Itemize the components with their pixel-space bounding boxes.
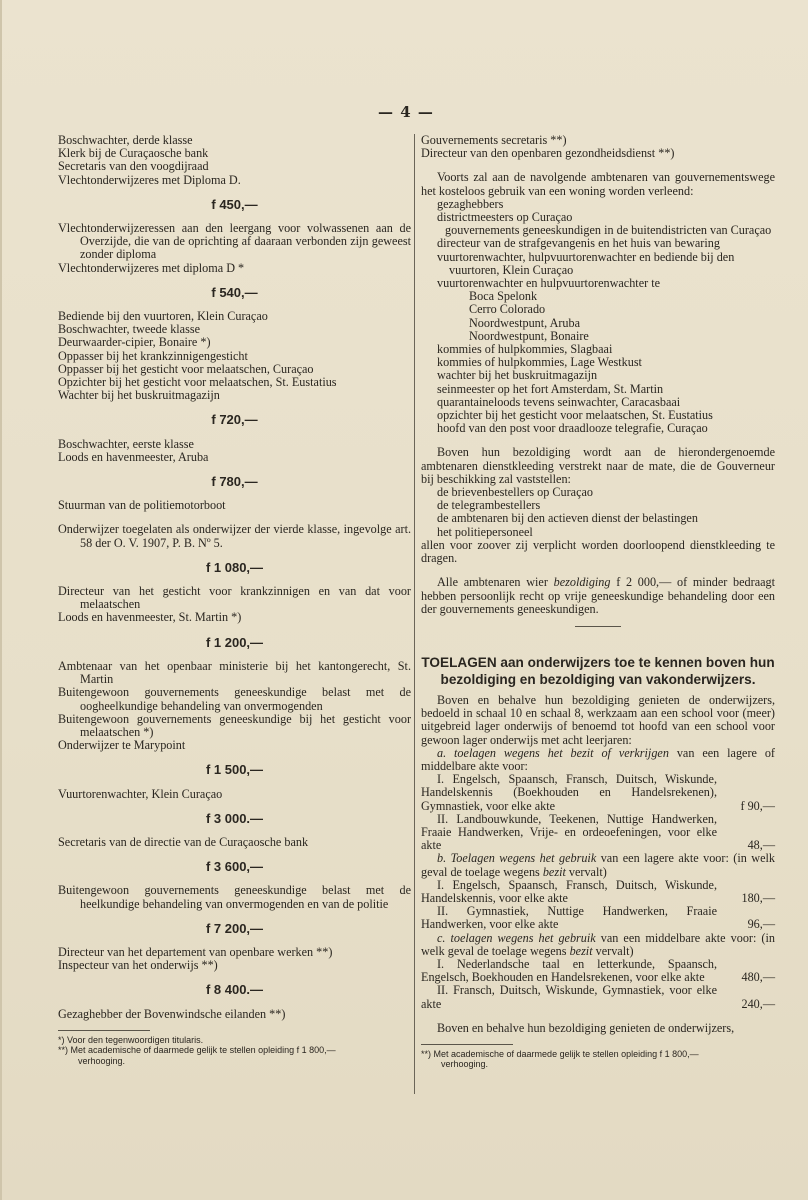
footnote: verhooging. (441, 1059, 489, 1070)
list-item: Onderwijzer toegelaten als onderwijzer der vierde klasse, ingevolge art. 58 der O. V. 1907, P. B. Nº 5. (58, 522, 411, 550)
footnote: **) Met academische of daarmede gelijk te stellen opleiding f 1 800,— (421, 1048, 699, 1059)
right-column (421, 134, 775, 1070)
salary-heading: f 540,— (211, 284, 258, 300)
list-item: districtmeesters op Curaçao (437, 210, 573, 225)
list-item: Gouvernements secretaris **) (421, 133, 567, 147)
footnote: verhooging. (78, 1055, 126, 1066)
list-item: de telegrambestellers (437, 498, 541, 513)
list-item: Directeur van den openbaren gezondheidsdienst **) (421, 146, 675, 161)
column-divider (414, 134, 415, 1094)
paragraph: c. toelagen wegens het gebruik van een middelbare akte voor: (in welk geval de toelage wegens bezit vervalt) (421, 930, 775, 958)
salary-heading: f 1 080,— (205, 559, 264, 575)
paragraph: Alle ambtenaren wier bezoldiging f 2 000,— of minder bedraagt hebben persoonlijk recht op vrije geneeskundige behandeling door een der gouvernements geneeskundigen. (421, 575, 776, 616)
allowance-row: I. Engelsch, Spaansch, Fransch, Duitsch, Wiskunde, Handelskennis (Boekhouden en Handelsrekenen), Gymnastiek, voor elke akte f 90,— (421, 772, 775, 813)
allowance-row: II. Landbouwkunde, Teekenen, Nuttige Handwerken, Fraaie Handwerken, Vrije- en ordeoefeningen, voor elke akte 48,— (421, 811, 775, 853)
list-item: Vuurtorenwachter, Klein Curaçao (58, 786, 223, 801)
page-number: — 4 — (378, 103, 434, 121)
list-item: kommies of hulpkommies, Lage Westkust (437, 355, 642, 370)
footnotes (421, 1049, 775, 1070)
list-item: de ambtenaren bij den actieven dienst der belastingen (437, 511, 698, 526)
footnote: *) Voor den tegenwoordigen titularis. (58, 1034, 204, 1045)
list-item: gouvernements geneeskundigen in de buitendistricten van Curaçao (445, 223, 772, 238)
list-item: Deurwaarder-cipier, Bonaire *) (58, 335, 211, 350)
list-item: Noordwestpunt, Bonaire (469, 328, 589, 343)
list-item: Cerro Colorado (469, 302, 546, 317)
section-divider (575, 626, 621, 627)
footnotes (58, 1035, 411, 1066)
paragraph: Boven en behalve hun bezoldiging genieten de onderwijzers, (437, 1020, 735, 1035)
list-item: Directeur van het departement van openbare werken **) (58, 944, 333, 959)
paragraph: b. Toelagen wegens het gebruik van een lagere akte voor: (in welk geval de toelage wegens bezit vervalt) (421, 851, 775, 879)
list-item: Buitengewoon gouvernements geneeskundige belast met de heelkundige behandeling van onvermogenden en van de politie (58, 883, 411, 911)
salary-heading: f 3 600,— (205, 859, 264, 875)
paragraph: Boven en behalve hun bezoldiging genieten de onderwijzers, bedoeld in schaal 10 en schaal 8, werkzaam aan een school voor (meer) uitgebreid lager onderwijs of benoemd tot hoofd van een school voor gewoon lager onderwijs met acht leerjaren: (421, 692, 775, 747)
list-item: Klerk bij de Curaçaosche bank (58, 146, 209, 161)
list-item: Vlechtonderwijzeressen aan den leergang voor volwassenen aan de Overzijde, die van de oprichting af daaraan verbonden zijn geweest zonder diploma (58, 221, 411, 262)
allowance-row: II. Gymnastiek, Nuttige Handwerken, Fraaie Handwerken, voor elke akte 96,— (421, 904, 775, 932)
list-item: Opzichter bij het gesticht voor melaatschen, St. Eustatius (58, 375, 337, 390)
allowance-amount: 48,— (747, 838, 775, 853)
paragraph: Boven hun bezoldiging wordt aan de hierondergenoemde ambtenaren dienstkleeding verstrekt naar de mate, die de Gouverneur bij beschikking zal vaststellen: (421, 445, 775, 486)
list-item: Loods en havenmeester, St. Martin *) (58, 610, 242, 625)
list-item: Stuurman van de politiemotorboot (58, 498, 226, 513)
list-item: opzichter bij het gesticht voor melaatschen, St. Eustatius (437, 408, 713, 423)
list-item: Secretaris van den voogdijraad (58, 159, 209, 174)
list-item: quarantaineloods tevens seinwachter, Caracasbaai (437, 394, 681, 409)
list-item: Onderwijzer te Marypoint (58, 738, 186, 753)
footnote-rule (58, 1030, 150, 1031)
section-heading: TOELAGEN aan onderwijzers toe te kennen boven hun bezoldiging en bezoldiging van vakonderwijzers. (421, 654, 775, 687)
list-item: kommies of hulpkommies, Slagbaai (437, 342, 613, 357)
list-item: Buitengewoon gouvernements geneeskundige bij het gesticht voor melaatschen *) (58, 711, 411, 739)
allowance-row: I. Nederlandsche taal en letterkunde, Spaansch, Engelsch, Boekhouden en Handelsrekenen, voor elke akte 480,— (421, 956, 775, 985)
list-item: Buitengewoon gouvernements geneeskundige belast met de oogheelkundige behandeling van onvermogenden (58, 685, 411, 713)
salary-heading: f 1 500,— (205, 762, 264, 778)
list-item: het politiepersoneel (437, 524, 533, 539)
list-item: Boschwachter, eerste klasse (58, 436, 194, 451)
list-item: wachter bij het buskruitmagazijn (437, 368, 598, 383)
allowance-amount: 480,— (741, 970, 775, 985)
list-item: vuurtorenwachter, hulpvuurtorenwachter en bediende bij den vuurtoren, Klein Curaçao (437, 249, 735, 277)
salary-heading: f 780,— (211, 474, 258, 490)
salary-group-list (58, 134, 411, 187)
list-item: Vlechtonderwijzeres met diploma D * (58, 260, 245, 275)
salary-heading: f 8 400.— (205, 982, 264, 998)
list-item: seinmeester op het fort Amsterdam, St. Martin (437, 381, 664, 396)
allowance-row: I. Engelsch, Spaansch, Fransch, Duitsch, Wiskunde, Handelskennis, voor elke akte 180,— (421, 877, 775, 905)
list-item: Directeur van het gesticht voor krankzinnigen en van dat voor melaatschen (58, 584, 411, 612)
allowance-amount: 180,— (741, 890, 775, 905)
list-item: Boca Spelonk (469, 289, 538, 304)
allowance-amount: f 90,— (740, 798, 775, 813)
footnote-rule (421, 1044, 513, 1045)
list-item: Loods en havenmeester, Aruba (58, 449, 209, 464)
list-item: Boschwachter, derde klasse (58, 133, 193, 147)
list-item: Wachter bij het buskruitmagazijn (58, 388, 220, 403)
salary-heading: f 720,— (211, 412, 258, 428)
list-item: de brievenbestellers op Curaçao (437, 485, 594, 500)
paragraph: a. toelagen wegens het bezit of verkrijgen van een lagere of middelbare akte voor: (421, 745, 775, 773)
list-item: Secretaris van de directie van de Curaçaosche bank (58, 834, 309, 849)
list-item: gezaghebbers (437, 196, 504, 211)
list-item: Boschwachter, tweede klasse (58, 322, 200, 337)
allowance-row: II. Fransch, Duitsch, Wiskunde, Gymnastiek, voor elke akte 240,— (421, 983, 775, 1011)
salary-heading: f 450,— (211, 196, 258, 212)
salary-heading: f 7 200,— (205, 920, 264, 936)
allowance-amount: 240,— (741, 996, 775, 1011)
allowance-amount: 96,— (747, 917, 775, 932)
salary-heading: f 1 200,— (205, 634, 264, 650)
list-item: Inspecteur van het onderwijs **) (58, 958, 218, 973)
list-item: directeur van de strafgevangenis en het huis van bewaring (437, 236, 720, 251)
list-item: Noordwestpunt, Aruba (469, 315, 581, 330)
paragraph: allen voor zoover zij verplicht worden doorloopend dienstkleeding te dragen. (421, 537, 775, 566)
paragraph: Voorts zal aan de navolgende ambtenaren van gouvernementswege het kosteloos gebruik van een woning worden verleend: (421, 170, 775, 198)
list-item: Oppasser bij het krankzinnigengesticht (58, 348, 248, 363)
list-item: Oppasser bij het gesticht voor melaatschen, Curaçao (58, 361, 314, 376)
footnote: **) Met academische of daarmede gelijk te stellen opleiding f 1 800,— (58, 1045, 336, 1056)
list-item: vuurtorenwachter en hulpvuurtorenwachter te (437, 276, 661, 291)
left-column (58, 134, 411, 1066)
list-item: Vlechtonderwijzeres met Diploma D. (58, 172, 241, 187)
list-item: Bediende bij den vuurtoren, Klein Curaçao (58, 309, 268, 324)
salary-heading: f 3 000.— (205, 810, 264, 826)
list-item: hoofd van den post voor draadlooze telegrafie, Curaçao (437, 421, 708, 436)
list-item: Gezaghebber der Bovenwindsche eilanden **) (58, 1006, 286, 1021)
list-item: Ambtenaar van het openbaar ministerie bij het kantongerecht, St. Martin (58, 658, 411, 687)
